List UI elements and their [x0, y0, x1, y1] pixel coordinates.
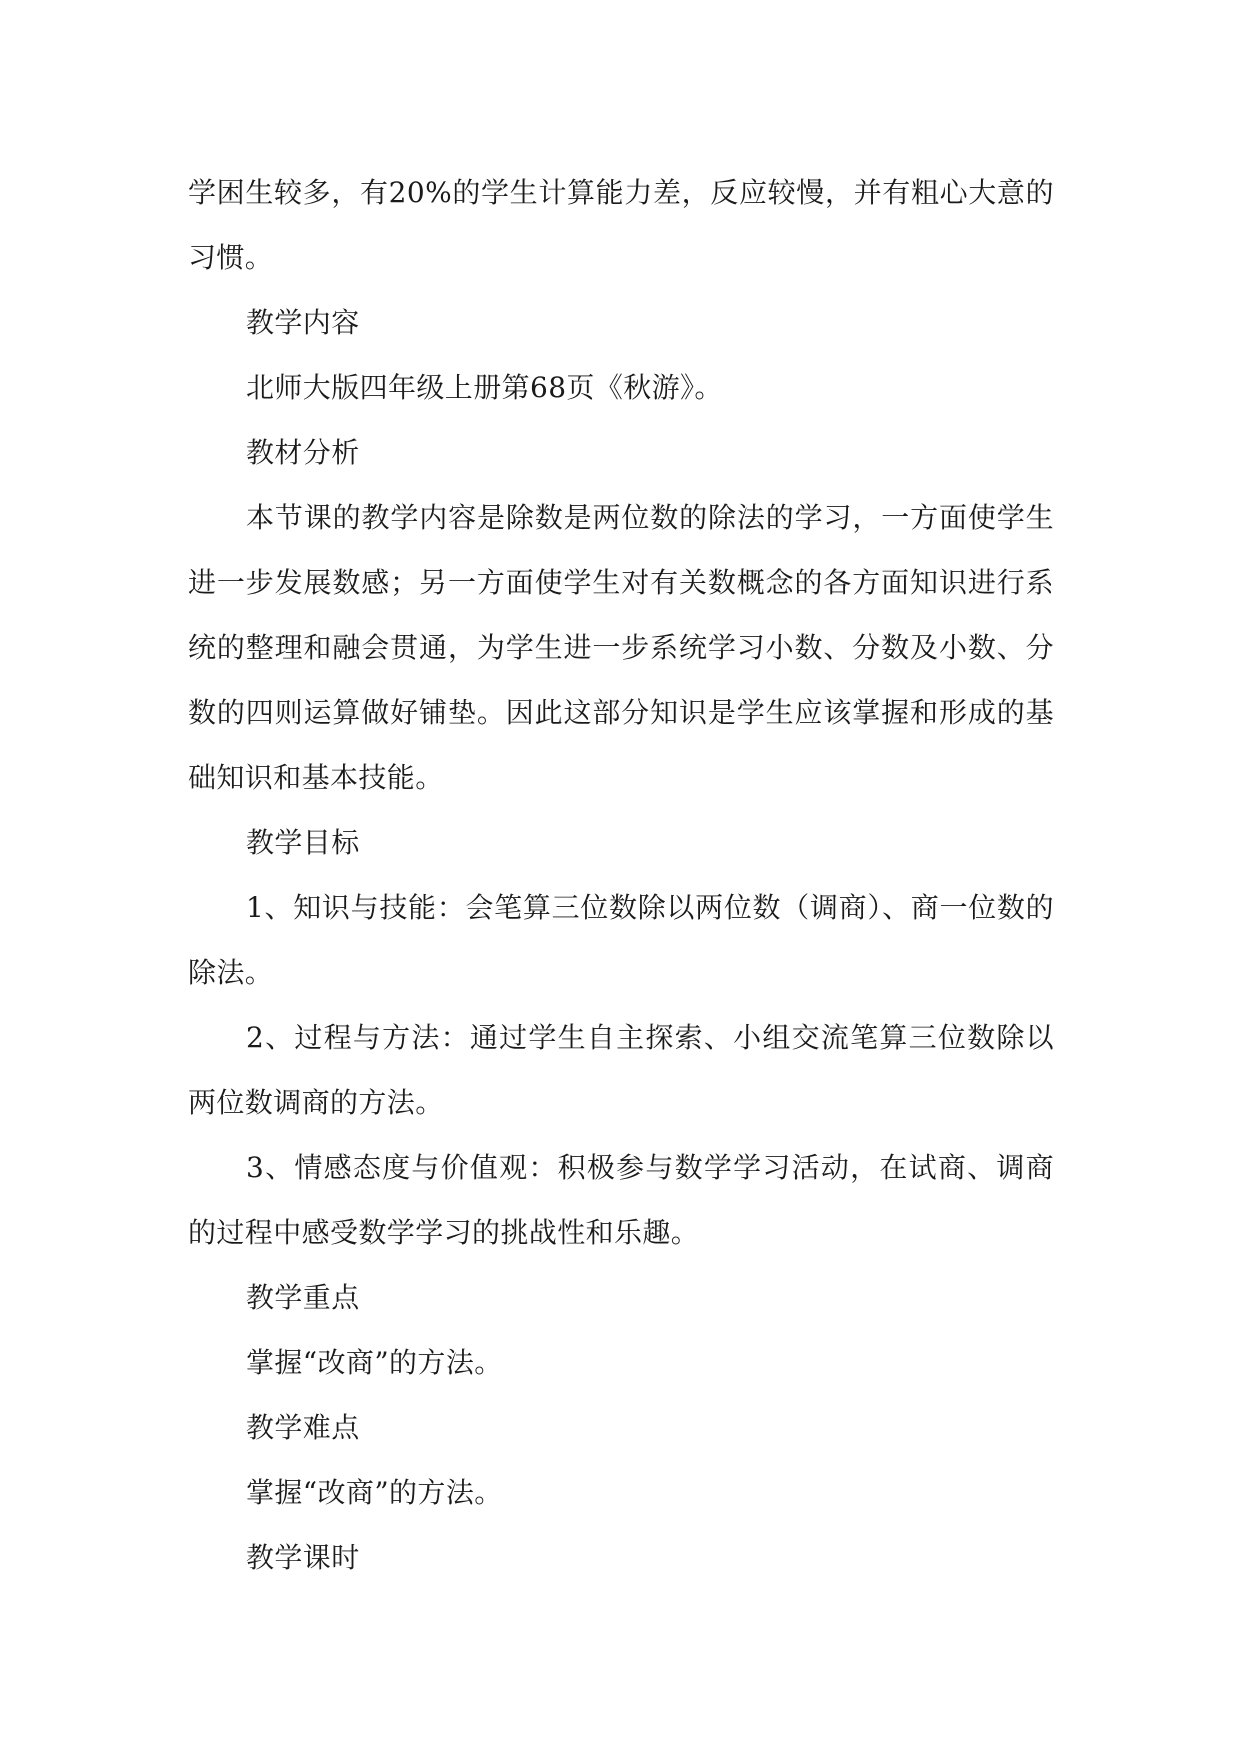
paragraph-difficulties: 掌握“改商”的方法。	[246, 1476, 503, 1509]
paragraph-continued: 学困生较多，有20%的学生计算能力差，反应较慢，并有粗心大意的习惯。	[188, 176, 1054, 274]
paragraph-goal-3: 3、情感态度与价值观：积极参与数学学习活动，在试商、调商的过程中感受数学学习的挑战性和乐趣。	[188, 1151, 1054, 1249]
heading-key-points: 教学重点	[246, 1281, 360, 1314]
paragraph-material-analysis: 本节课的教学内容是除数是两位数的除法的学习，一方面使学生进一步发展数感；另一方面使学生对有关数概念的各方面知识进行系统的整理和融会贯通，为学生进一步系统学习小数、分数及小数、分数的四则运算做好铺垫。因此这部分知识是学生应该掌握和形成的基础知识和基本技能。	[188, 501, 1054, 794]
paragraph-goal-2: 2、过程与方法：通过学生自主探索、小组交流笔算三位数除以两位数调商的方法。	[188, 1021, 1054, 1119]
heading-material-analysis: 教材分析	[246, 436, 360, 469]
paragraph-goal-1: 1、知识与技能：会笔算三位数除以两位数（调商）、商一位数的除法。	[188, 891, 1054, 989]
heading-difficulties: 教学难点	[246, 1411, 360, 1444]
document-body	[188, 160, 1054, 1590]
heading-teaching-content: 教学内容	[246, 306, 360, 339]
paragraph-textbook-reference: 北师大版四年级上册第68页《秋游》。	[246, 371, 723, 404]
paragraph-key-points: 掌握“改商”的方法。	[246, 1346, 503, 1379]
heading-class-hours: 教学课时	[246, 1541, 360, 1574]
heading-teaching-goals: 教学目标	[246, 826, 360, 859]
